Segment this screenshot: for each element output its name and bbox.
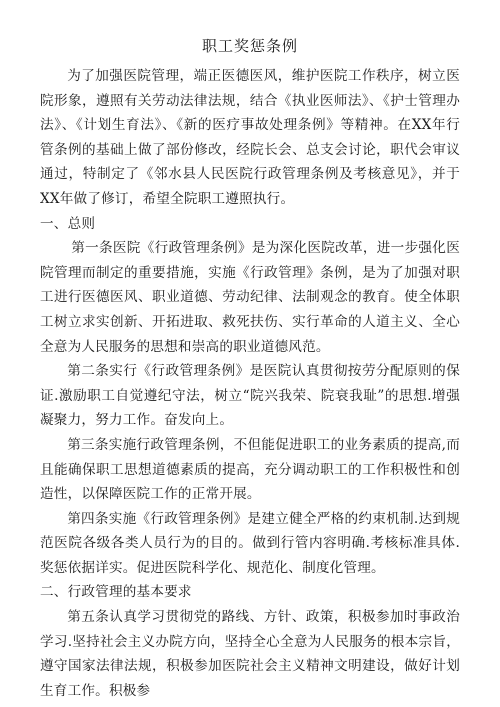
article-5: 第五条认真学习贯彻党的路线、方针、政策，积极参加时事政治学习.坚持社会主义办院方向，坚持全心全意为人民服务的根本宗旨，遵守国家法律法规，积极参加医院社会主义精神文明建设，做好计划生育工作。积极参 bbox=[40, 609, 460, 699]
article-4: 第四条实施《行政管理条例》是建立健全严格的约束机制.达到规范医院各级各类人员行为的目的。做到行管内容明确.考核标准具体.奖惩依据详实。促进医院科学化、规范化、制度化管理。 bbox=[40, 510, 460, 576]
document-title: 职工奖惩条例 bbox=[201, 37, 298, 55]
article-1: 第一条医院《行政管理条例》是为深化医院改革，进一步强化医院管理而制定的重要措施，实施《行政管理》条例，是为了加强对职工进行医德医风、职业道德、劳动纪律、法制观念的教育。使全体职工树立求实创新、开拓进取、救死扶伤、实行革命的人道主义、全心全意为人民服务的思想和崇高的职业道德风范。 bbox=[40, 240, 460, 355]
section-heading-general: 一、总则 bbox=[40, 215, 96, 232]
article-2: 第二条实行《行政管理条例》是医院认真贯彻按劳分配原则的保证.激励职工自觉遵纪守法，树立“院兴我荣、院衰我耻”的思想.增强凝聚力，努力工作。奋发向上。 bbox=[40, 363, 460, 429]
section-heading-requirements: 二、行政管理的基本要求 bbox=[40, 584, 192, 601]
intro-paragraph: 为了加强医院管理，端正医德医风，维护医院工作秩序，树立医院形象，遵照有关劳动法律法规，结合《执业医师法》、《护士管理办法》、《计划生育法》、《新的医疗事故处理条例》等精神。在XX年行管条例的基础上做了部份修改，经院长会、总支会讨论，职代会审议通过，特制定了《邻水县人民医院行政管理条例及考核意见》，并于XX年做了修订，希望全院职工遵照执行。 bbox=[40, 68, 460, 207]
article-3: 第三条实施行政管理条例，不但能促进职工的业务素质的提高,而且能确保职工思想道德素质的提高，充分调动职工的工作积极性和创造性，以保障医院工作的正常开展。 bbox=[40, 436, 460, 503]
